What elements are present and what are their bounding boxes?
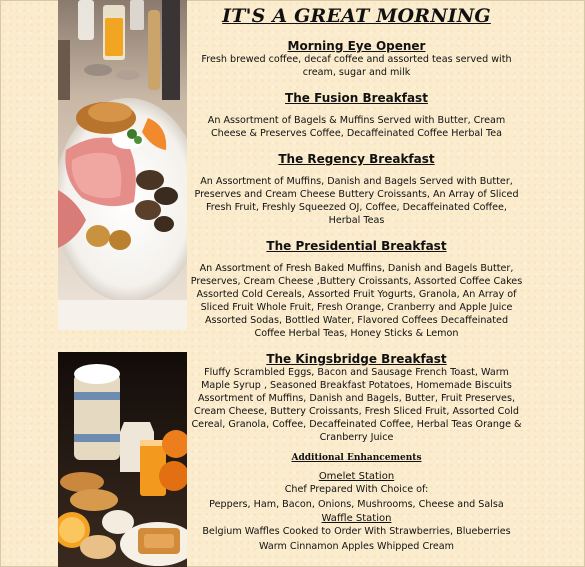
continental-breakfast-illustration (58, 352, 187, 567)
waffle-station-toppings: Warm Cinnamon Apples Whipped Cream (258, 540, 455, 552)
section-description: Fresh brewed coffee, decaf coffee and assorted teas served with cream, sugar and milk (201, 54, 512, 78)
menu-section-kingsbridge-breakfast (190, 352, 523, 444)
section-title: The Presidential Breakfast (266, 239, 447, 253)
omelet-station-title: Omelet Station (318, 471, 395, 482)
omelet-station-options: Peppers, Ham, Bacon, Onions, Mushrooms, Cheese and Salsa (209, 498, 504, 510)
menu-section-regency-breakfast (190, 152, 523, 227)
waffle-station-title: Waffle Station (321, 513, 392, 524)
breakfast-menu (190, 4, 523, 554)
section-title: The Kingsbridge Breakfast (266, 352, 447, 366)
section-title: Morning Eye Opener (287, 39, 426, 53)
breakfast-plate-illustration (58, 0, 187, 330)
section-title: The Regency Breakfast (278, 152, 435, 166)
menu-section-morning-eye-opener (190, 39, 523, 79)
menu-title: IT'S A GREAT MORNING (222, 5, 491, 27)
section-description: Fluffy Scrambled Eggs, Bacon and Sausage French Toast, Warm Maple Syrup , Seasoned Breakfast Potatoes, Homemade Biscuits Assortment of Muffins, Danish and Bagels, Butter, Fruit Preserves, Cream Cheese, Buttery Croissants, Fresh Sliced Fruit, Assorted Cold Cereal, Granola, Coffee, Decaffeinated Coffee, Herbal Teas Orange & Cranberry Juice (191, 367, 522, 443)
additional-enhancements-heading: Additional Enhancements (291, 453, 422, 463)
breakfast-plate-photo (58, 0, 187, 330)
menu-section-presidential-breakfast (190, 239, 523, 340)
section-description: An Assortment of Muffins, Danish and Bagels Served with Butter, Preserves and Cream Cheese Buttery Croissants, An Array of Sliced Fresh Fruit, Freshly Squeezed OJ, Coffee, Decaffeinated Coffee, Herbal Teas (194, 176, 519, 226)
omelet-station-line: Chef Prepared With Choice of: (284, 484, 429, 495)
waffle-station-line: Belgium Waffles Cooked to Order With Strawberries, Blueberries (202, 526, 511, 537)
menu-section-fusion-breakfast (190, 91, 523, 140)
section-description: An Assortment of Fresh Baked Muffins, Danish and Bagels Butter, Preserves, Cream Cheese ,Buttery Croissants, Assorted Coffee Cakes Assorted Cold Cereals, Assorted Fruit Yogurts, Granola, An Array of Sliced Fruit Whole Fruit, Fresh Orange, Cranberry and Apple Juice Assorted Sodas, Bottled Water, Flavored Coffees Decaffeinated Coffee Herbal Teas, Honey Sticks & Lemon (190, 263, 523, 339)
section-description: An Assortment of Bagels & Muffins Served with Butter, Cream Cheese & Preserves Coffee, Decaffeinated Coffee Herbal Tea (207, 115, 506, 139)
section-title: The Fusion Breakfast (285, 91, 428, 105)
continental-breakfast-photo (58, 352, 187, 567)
